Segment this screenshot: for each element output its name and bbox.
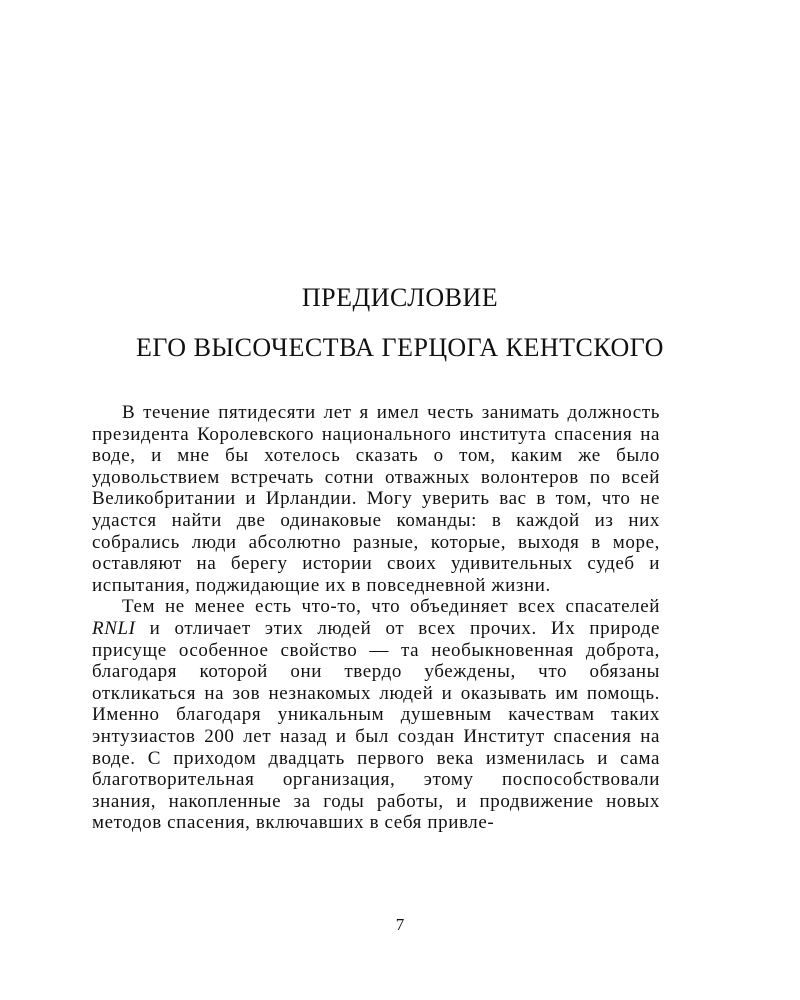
page-subheading: ЕГО ВЫСОЧЕСТВА ГЕРЦОГА КЕНТСКОГО bbox=[136, 333, 664, 362]
paragraph-2-text-start: Тем не менее есть что-то, что объединяет всех спасателей bbox=[122, 596, 660, 618]
paragraph-2 bbox=[92, 596, 660, 834]
paragraph-2-text-end: и отличает этих людей от всех прочих. Их природе присуще особенное свойство — та необыкновенная доброта, благодаря которой они твердо убеждены, что обязаны откликаться на зов незнакомых людей и оказывать им помощь. Именно благодаря уникальным душевным качествам таких энтузиастов 200 лет назад и был создан Институт спасения на воде. С приходом двадцать первого века изменилась и сама благотворительная организация, этому поспособствовали знания, накопленные за годы работы, и продвижение новых методов спасения, включавших в себя привле- bbox=[92, 617, 660, 834]
paragraph-1: В течение пятидесяти лет я имел честь занимать должность президента Королевского национального института спасения на воде, и мне бы хотелось сказать о том, каким же было удовольствием встречать сотни отважных волонтеров по всей Великобритании и Ирландии. Могу уверить вас в том, что не удастся найти две одинаковые команды: в каждой из них собрались люди абсолютно разные, которые, выходя в море, оставляют на берегу истории своих удивительных судеб и испытания, поджидающие их в повседневной жизни. bbox=[92, 402, 660, 596]
page-heading: ПРЕДИСЛОВИЕ bbox=[301, 283, 499, 312]
rnli-italic: RNLI bbox=[92, 617, 136, 639]
body-text bbox=[92, 402, 660, 834]
page-number: 7 bbox=[395, 915, 405, 934]
